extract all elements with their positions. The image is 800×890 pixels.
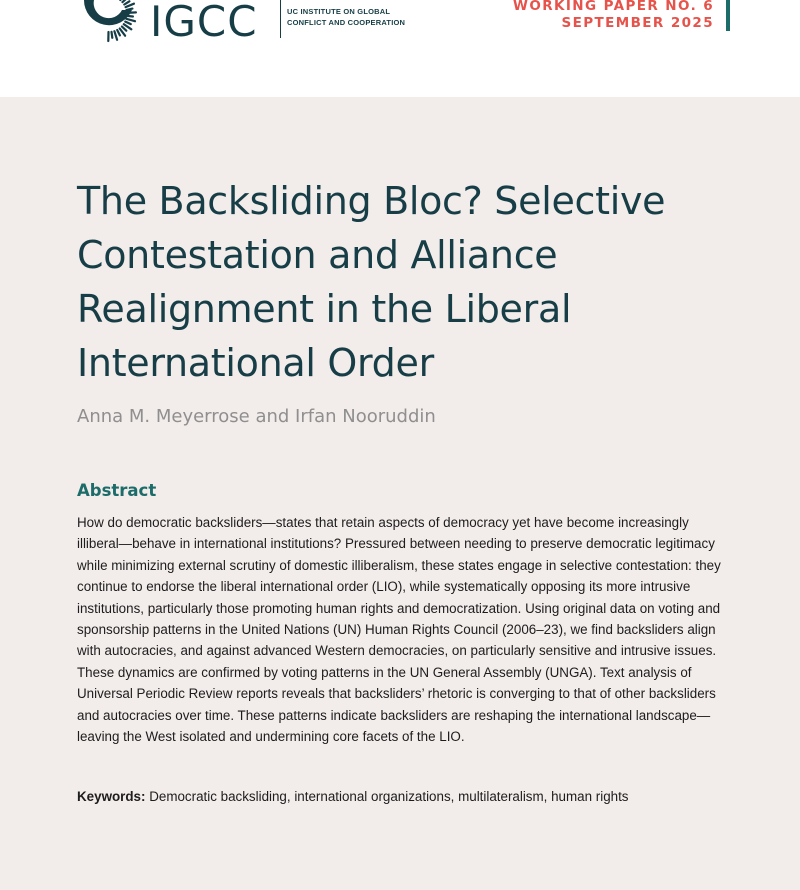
organization-name: [287, 6, 405, 28]
logo-ray: [117, 30, 120, 35]
abstract-heading: Abstract: [77, 481, 157, 500]
logo-divider: [280, 0, 281, 38]
igcc-radial-logo-icon: [76, 0, 142, 54]
logo-ray: [126, 19, 135, 21]
logo-ray: [124, 1, 129, 4]
logo-ray: [127, 12, 136, 13]
working-paper-date: SEPTEMBER 2025: [561, 15, 714, 31]
logo-ray: [114, 31, 117, 40]
page-header: [0, 0, 800, 97]
paper-title: The Backsliding Bloc? Selective Contestation and Alliance Realignment in the Liberal International Order: [77, 179, 666, 385]
keywords-label: Keywords:: [77, 789, 146, 804]
logo-ray: [127, 9, 133, 10]
paper-authors: Anna M. Meyerrose and Irfan Nooruddin: [77, 406, 436, 427]
logo-ray: [112, 32, 113, 38]
organization-name-line-2: CONFLICT AND COOPERATION: [287, 18, 406, 27]
accent-bar: [726, 0, 730, 31]
abstract-text: How do democratic backsliders—states that retain aspects of democracy yet have become increasingly illiberal—behave in international institutions? Pressured between needing to preserve democratic legitimacy while minimizing external scrutiny of domestic illiberalism, these states engage in selective contestation: they continue to endorse the liberal international order (LIO), while systematically opposing its more intrusive institutions, particularly those promoting human rights and democratization. Using original data on voting and sponsorship patterns in the United Nations (UN) Human Rights Council (2006–23), we find backsliders align with autocracies, and against advanced Western democracies, on particularly sensitive and intrusive issues. These dynamics are confirmed by voting patterns in the UN General Assembly (UNGA). Text analysis of Universal Periodic Review reports reveals that backsliders’ rhetoric is converging to that of other backsliders and autocracies over time. These patterns indicate backsliders are reshaping the international landscape—leaving the West isolated and undermining core facets of the LIO.: [77, 515, 721, 745]
logo-ray: [125, 22, 131, 25]
working-paper-number: WORKING PAPER NO. 6: [513, 0, 714, 14]
logo-ray: [127, 16, 133, 17]
keywords: [77, 787, 727, 807]
working-paper-info: [513, 0, 714, 32]
logo-wordmark: IGCC: [150, 0, 258, 46]
logo-ray: [122, 27, 126, 31]
cover-panel: [0, 97, 800, 890]
organization-name-line-1: UC INSTITUTE ON GLOBAL: [287, 7, 391, 16]
logo-ray: [126, 4, 134, 7]
keywords-list: Democratic backsliding, international organizations, multilateralism, human rights: [149, 789, 629, 804]
